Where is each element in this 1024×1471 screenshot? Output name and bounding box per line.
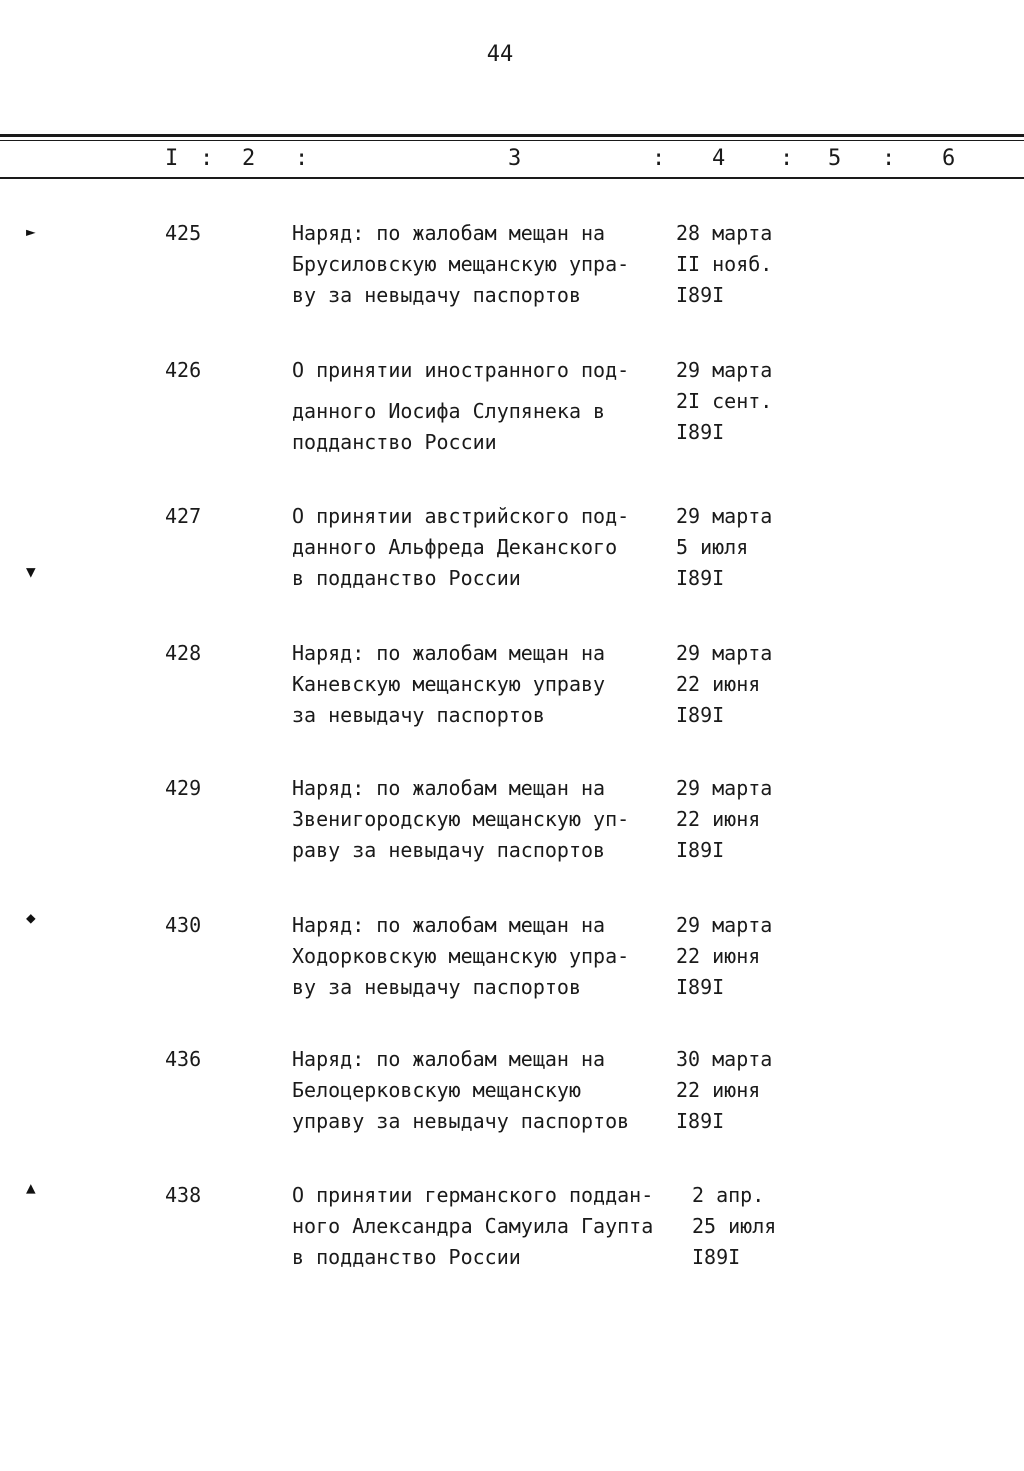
- margin-mark-icon: ▲: [26, 1178, 36, 1197]
- date-start: 30 марта: [676, 1047, 773, 1071]
- column-header-5: 5: [828, 146, 842, 171]
- description-line: в подданство России: [292, 1245, 521, 1269]
- date-year: I89I: [676, 566, 725, 590]
- description-line: управу за невыдачу паспортов: [292, 1109, 630, 1133]
- date-year: I89I: [692, 1245, 741, 1269]
- margin-mark-icon: ◆: [26, 908, 36, 927]
- description-line: ву за невыдачу паспортов: [292, 975, 581, 999]
- record-dates: [676, 355, 816, 448]
- description-line: О принятии австрийского под-: [292, 504, 630, 528]
- record-description: [292, 1180, 682, 1273]
- description-line: Наряд: по жалобам мещан на: [292, 641, 606, 665]
- header-rule-bottom: [0, 177, 1024, 179]
- date-end: 22 июня: [676, 1078, 761, 1102]
- description-line: О принятии иностранного под-: [292, 358, 630, 382]
- record-number: 425: [165, 221, 202, 245]
- header-rule-top: [0, 134, 1024, 137]
- description-line: раву за невыдачу паспортов: [292, 838, 606, 862]
- record-number: 428: [165, 641, 202, 665]
- column-header-6: 6: [942, 146, 956, 171]
- date-start: 29 марта: [676, 913, 773, 937]
- margin-mark-icon: ▼: [26, 562, 36, 581]
- record-number: 427: [165, 504, 202, 528]
- description-line: Наряд: по жалобам мещан на: [292, 913, 606, 937]
- description-line: ного Александра Самуила Гаупта: [292, 1214, 654, 1238]
- description-line: Каневскую мещанскую управу: [292, 672, 606, 696]
- date-end: 22 июня: [676, 807, 761, 831]
- date-end: 22 июня: [676, 672, 761, 696]
- column-separator: :: [200, 146, 214, 171]
- description-line: Наряд: по жалобам мещан на: [292, 776, 606, 800]
- description-line: в подданство России: [292, 566, 521, 590]
- date-start: 28 марта: [676, 221, 773, 245]
- record-dates: [676, 910, 816, 1003]
- date-year: I89I: [676, 838, 725, 862]
- date-start: 2 апр.: [692, 1183, 765, 1207]
- record-number: 429: [165, 776, 202, 800]
- date-year: I89I: [676, 975, 725, 999]
- record-dates: [676, 638, 816, 731]
- description-line: ву за невыдачу паспортов: [292, 283, 581, 307]
- record-description: [292, 355, 682, 458]
- record-description: [292, 773, 682, 866]
- record-dates: [676, 1044, 816, 1137]
- description-line: О принятии германского поддан-: [292, 1183, 654, 1207]
- record-number: 436: [165, 1047, 202, 1071]
- date-end: 2I сент.: [676, 389, 773, 413]
- record-description: [292, 1044, 682, 1137]
- record-description: [292, 501, 682, 594]
- column-header-3: 3: [508, 146, 522, 171]
- column-header-2: 2: [242, 146, 256, 171]
- date-year: I89I: [676, 1109, 725, 1133]
- date-start: 29 марта: [676, 641, 773, 665]
- description-line: Наряд: по жалобам мещан на: [292, 221, 606, 245]
- date-year: I89I: [676, 703, 725, 727]
- record-dates: [676, 773, 816, 866]
- record-number: 430: [165, 913, 202, 937]
- date-start: 29 марта: [676, 358, 773, 382]
- date-end: 22 июня: [676, 944, 761, 968]
- description-line: данного Альфреда Деканского: [292, 535, 618, 559]
- record-dates: [692, 1180, 832, 1273]
- column-header-4: 4: [712, 146, 726, 171]
- date-year: I89I: [676, 420, 725, 444]
- margin-mark-icon: ►: [26, 222, 36, 241]
- record-dates: [676, 501, 816, 594]
- description-line: Ходорковскую мещанскую упра-: [292, 944, 630, 968]
- description-line: Белоцерковскую мещанскую: [292, 1078, 581, 1102]
- record-number: 426: [165, 358, 202, 382]
- column-separator: :: [652, 146, 666, 171]
- column-separator: :: [295, 146, 309, 171]
- column-header-row: [0, 146, 1024, 172]
- description-line: подданство России: [292, 430, 497, 454]
- date-end: 5 июля: [676, 535, 749, 559]
- date-start: 29 марта: [676, 504, 773, 528]
- description-line: Звенигородскую мещанскую уп-: [292, 807, 630, 831]
- record-number: 438: [165, 1183, 202, 1207]
- record-description: [292, 638, 682, 731]
- header-rule-top-thin: [0, 140, 1024, 141]
- date-end: II нояб.: [676, 252, 773, 276]
- date-year: I89I: [676, 283, 725, 307]
- column-header-1: I: [165, 146, 179, 171]
- record-description: [292, 218, 682, 311]
- column-separator: :: [780, 146, 794, 171]
- description-line: Наряд: по жалобам мещан на: [292, 1047, 606, 1071]
- record-dates: [676, 218, 816, 311]
- description-line: за невыдачу паспортов: [292, 703, 545, 727]
- page-number: 44: [486, 42, 514, 67]
- description-line: данного Иосифа Слупянека в: [292, 399, 606, 423]
- date-start: 29 марта: [676, 776, 773, 800]
- description-line: Брусиловскую мещанскую упра-: [292, 252, 630, 276]
- record-description: [292, 910, 682, 1003]
- column-separator: :: [882, 146, 896, 171]
- date-end: 25 июля: [692, 1214, 777, 1238]
